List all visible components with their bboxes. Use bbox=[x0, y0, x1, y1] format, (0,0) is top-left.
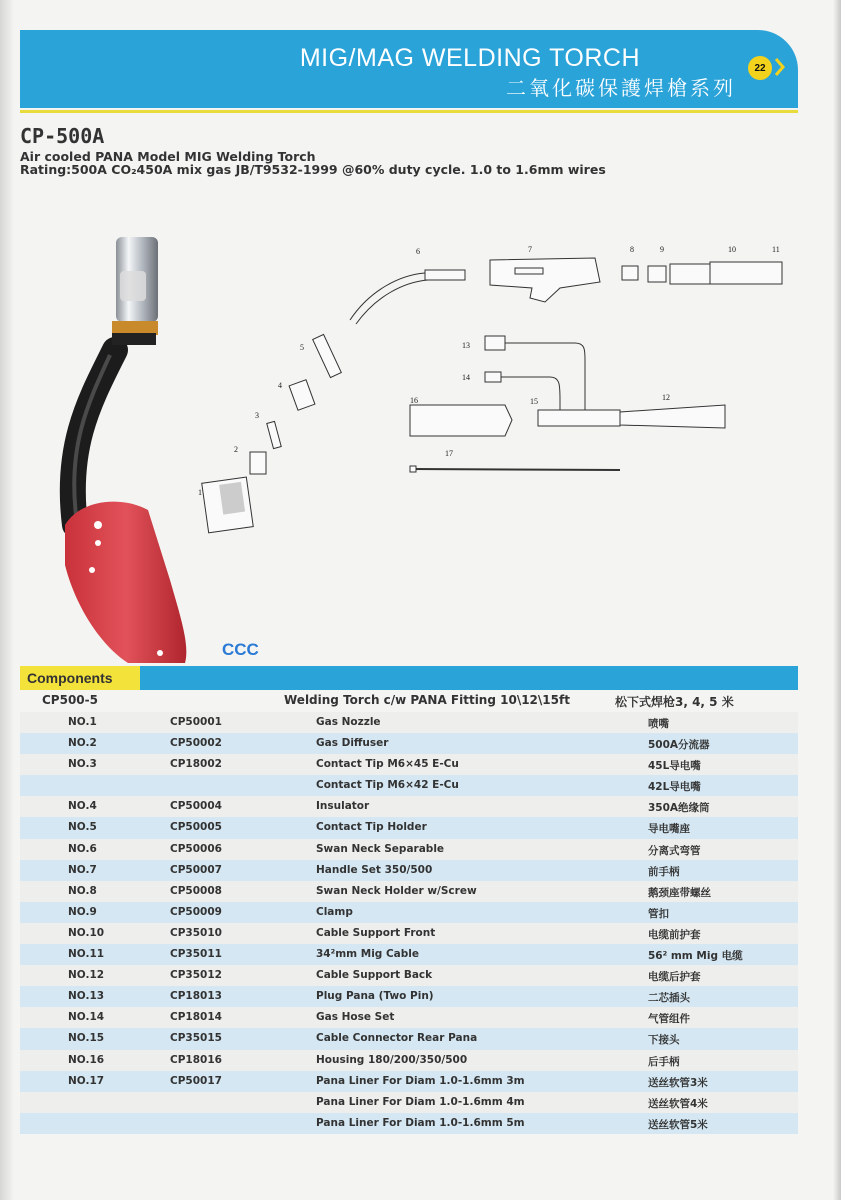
diagram-part-12 bbox=[620, 405, 725, 428]
callout-3: 3 bbox=[255, 411, 259, 420]
red-handle bbox=[65, 502, 186, 663]
part-description-cn: 管扣 bbox=[648, 907, 669, 920]
components-table bbox=[20, 712, 798, 1134]
part-description-cn: 送丝软管5米 bbox=[648, 1118, 708, 1131]
part-code: CP50007 bbox=[170, 863, 222, 876]
callout-4: 4 bbox=[278, 381, 282, 390]
part-description-cn: 42L导电嘴 bbox=[648, 781, 701, 794]
part-number: NO.14 bbox=[68, 1011, 105, 1024]
page-shadow-right bbox=[833, 0, 841, 1200]
part-code: CP18013 bbox=[170, 990, 222, 1003]
table-row bbox=[20, 986, 798, 1007]
part-description: Housing 180/200/350/500 bbox=[316, 1053, 468, 1066]
diagram-part-2 bbox=[250, 452, 266, 474]
part-description: Insulator bbox=[316, 800, 370, 813]
diagram-part-8-11 bbox=[622, 262, 782, 284]
table-row bbox=[20, 1071, 798, 1092]
part-description-cn: 350A绝缘筒 bbox=[648, 802, 710, 815]
table-row bbox=[20, 965, 798, 986]
part-description: Contact Tip Holder bbox=[316, 821, 427, 834]
callout-11: 11 bbox=[772, 245, 780, 254]
part-description: Gas Nozzle bbox=[316, 716, 381, 728]
part-description: Cable Support Back bbox=[316, 969, 433, 982]
part-description: Pana Liner For Diam 1.0-1.6mm 4m bbox=[316, 1095, 525, 1108]
part-description: 34²mm Mig Cable bbox=[316, 948, 419, 961]
product-description: Air cooled PANA Model MIG Welding Torch bbox=[20, 149, 316, 164]
part-description: Pana Liner For Diam 1.0-1.6mm 3m bbox=[316, 1074, 525, 1087]
part-number: NO.6 bbox=[68, 842, 97, 855]
table-row bbox=[20, 1113, 798, 1134]
diagram-part-17 bbox=[410, 466, 620, 472]
callout-16: 16 bbox=[410, 396, 418, 405]
part-description-cn: 二芯插头 bbox=[648, 992, 690, 1005]
components-label: Components bbox=[20, 666, 140, 690]
part-description: Swan Neck Separable bbox=[316, 842, 445, 855]
part-description-cn: 气管组件 bbox=[648, 1013, 690, 1026]
part-description-cn: 鹅颈座带螺丝 bbox=[648, 886, 711, 899]
table-row bbox=[20, 754, 798, 775]
part-code: CP35011 bbox=[170, 948, 222, 961]
diagram-part-1 bbox=[202, 477, 254, 533]
group-cn: 松下式焊枪3, 4, 5 米 bbox=[615, 695, 734, 709]
part-description-cn: 56² mm Mig 电缆 bbox=[648, 950, 743, 963]
table-row bbox=[20, 944, 798, 965]
table-row bbox=[20, 839, 798, 860]
part-description-cn: 分离式弯管 bbox=[648, 844, 701, 857]
part-description: Gas Hose Set bbox=[316, 1011, 395, 1024]
part-code: CP50009 bbox=[170, 905, 222, 918]
model-number: CP-500A bbox=[20, 124, 105, 148]
table-row bbox=[20, 860, 798, 881]
part-code: CP50006 bbox=[170, 842, 222, 855]
chevron-right-icon bbox=[774, 55, 786, 79]
part-description: Swan Neck Holder w/Screw bbox=[316, 884, 477, 897]
page-subtitle: 二氧化碳保護焊槍系列 bbox=[506, 76, 736, 100]
part-number: NO.10 bbox=[68, 926, 105, 939]
part-code: CP50001 bbox=[170, 716, 222, 728]
table-row bbox=[20, 796, 798, 817]
diagram-part-3 bbox=[267, 421, 281, 448]
part-description-cn: 导电嘴座 bbox=[648, 823, 690, 836]
part-number: NO.11 bbox=[68, 948, 105, 961]
torch-photo bbox=[20, 225, 230, 665]
part-description: Cable Support Front bbox=[316, 926, 436, 939]
part-description-cn: 前手柄 bbox=[648, 865, 680, 878]
page-title: MIG/MAG WELDING TORCH bbox=[299, 44, 640, 72]
callout-2: 2 bbox=[234, 445, 238, 454]
part-number: NO.5 bbox=[68, 821, 97, 834]
part-description: Handle Set 350/500 bbox=[316, 863, 433, 876]
table-row bbox=[20, 733, 798, 754]
exploded-parts-diagram bbox=[200, 240, 790, 540]
page-number-badge: 22 bbox=[748, 56, 772, 80]
diagram-part-7 bbox=[490, 258, 600, 302]
part-code: CP35010 bbox=[170, 926, 222, 939]
part-description-cn: 电缆后护套 bbox=[648, 971, 701, 984]
part-code: CP18002 bbox=[170, 758, 222, 771]
table-row bbox=[20, 1028, 798, 1049]
callout-13: 13 bbox=[462, 341, 470, 350]
part-code: CP35012 bbox=[170, 969, 222, 982]
callout-7: 7 bbox=[528, 245, 532, 254]
table-row bbox=[20, 817, 798, 838]
part-code: CP50005 bbox=[170, 821, 222, 834]
diagram-part-5 bbox=[313, 334, 342, 377]
part-number: NO.3 bbox=[68, 758, 97, 771]
table-row bbox=[20, 1007, 798, 1028]
part-number: NO.16 bbox=[68, 1053, 105, 1066]
group-row bbox=[20, 691, 798, 711]
callout-15: 15 bbox=[530, 397, 538, 406]
part-code: CP50004 bbox=[170, 800, 222, 813]
part-number: NO.7 bbox=[68, 863, 97, 876]
table-row bbox=[20, 1050, 798, 1071]
part-description-cn: 电缆前护套 bbox=[648, 928, 701, 941]
part-description: Cable Connector Rear Pana bbox=[316, 1032, 478, 1045]
part-description: Clamp bbox=[316, 905, 353, 918]
part-description-cn: 45L导电嘴 bbox=[648, 760, 701, 773]
part-description-cn: 喷嘴 bbox=[648, 718, 669, 730]
part-description: Contact Tip M6×42 E-Cu bbox=[316, 779, 459, 792]
callout-8: 8 bbox=[630, 245, 634, 254]
part-code: CP35015 bbox=[170, 1032, 222, 1045]
product-rating: Rating:500A CO₂450A mix gas JB/T9532-1999 @60% duty cycle. 1.0 to 1.6mm wires bbox=[20, 162, 606, 177]
diagram-part-16 bbox=[410, 405, 512, 436]
part-number: NO.12 bbox=[68, 969, 105, 982]
table-row bbox=[20, 712, 798, 733]
part-description: Gas Diffuser bbox=[316, 737, 389, 750]
callout-14: 14 bbox=[462, 373, 470, 382]
page-shadow-left bbox=[0, 0, 14, 1200]
group-description: Welding Torch c/w PANA Fitting 10\12\15ft bbox=[284, 693, 570, 707]
part-description-cn: 送丝软管3米 bbox=[648, 1076, 708, 1089]
diagram-part-6 bbox=[350, 270, 465, 324]
group-code: CP500-5 bbox=[42, 693, 98, 707]
part-number: NO.4 bbox=[68, 800, 97, 813]
part-code: CP50008 bbox=[170, 884, 222, 897]
callout-5: 5 bbox=[300, 343, 304, 352]
part-description: Pana Liner For Diam 1.0-1.6mm 5m bbox=[316, 1116, 525, 1129]
part-number: NO.13 bbox=[68, 990, 105, 1003]
diagram-part-15 bbox=[538, 410, 620, 426]
part-number: NO.9 bbox=[68, 905, 97, 918]
callout-10: 10 bbox=[728, 245, 736, 254]
callout-6: 6 bbox=[416, 247, 420, 256]
part-description-cn: 送丝软管4米 bbox=[648, 1097, 708, 1110]
ccc-mark: CCC bbox=[222, 640, 259, 659]
table-row bbox=[20, 881, 798, 902]
part-number: NO.8 bbox=[68, 884, 97, 897]
part-code: CP50017 bbox=[170, 1074, 222, 1087]
part-description-cn: 下接头 bbox=[648, 1034, 680, 1047]
part-number: NO.2 bbox=[68, 737, 97, 750]
part-code: CP18016 bbox=[170, 1053, 222, 1066]
table-row bbox=[20, 902, 798, 923]
part-description: Plug Pana (Two Pin) bbox=[316, 990, 434, 1003]
callout-9: 9 bbox=[660, 245, 664, 254]
part-code: CP18014 bbox=[170, 1011, 222, 1024]
table-row bbox=[20, 923, 798, 944]
callout-1: 1 bbox=[198, 488, 202, 497]
callout-12: 12 bbox=[662, 393, 670, 402]
callout-17: 17 bbox=[445, 449, 453, 458]
part-description-cn: 500A分流器 bbox=[648, 739, 710, 752]
part-number: NO.15 bbox=[68, 1032, 105, 1045]
table-row bbox=[20, 775, 798, 796]
part-description-cn: 后手柄 bbox=[648, 1055, 680, 1068]
part-number: NO.17 bbox=[68, 1074, 105, 1087]
part-description: Contact Tip M6×45 E-Cu bbox=[316, 758, 459, 771]
diagram-part-4 bbox=[289, 380, 315, 411]
part-code: CP50002 bbox=[170, 737, 222, 750]
header-divider bbox=[20, 110, 798, 113]
table-row bbox=[20, 1092, 798, 1113]
header-banner bbox=[20, 30, 798, 108]
part-number: NO.1 bbox=[68, 716, 97, 728]
